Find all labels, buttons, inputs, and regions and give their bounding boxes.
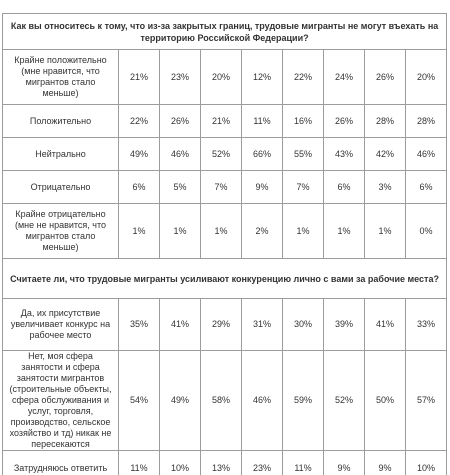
question-1: Как вы относитесь к тому, что из-за закрытых границ, трудовые мигранты не могут въехать на территорию Российской Федерации? [3, 14, 447, 50]
value-cell: 57% [406, 351, 447, 451]
value-cell: 6% [324, 171, 365, 204]
value-cell: 9% [242, 171, 283, 204]
value-cell: 21% [201, 105, 242, 138]
value-cell: 46% [160, 138, 201, 171]
survey-table [2, 13, 447, 475]
value-cell: 1% [365, 204, 406, 259]
value-cell: 2% [242, 204, 283, 259]
row-label: Крайне положительно (мне нравится, что мигрантов стало меньше) [3, 50, 119, 105]
table-row [3, 138, 447, 171]
row-label: Затрудняюсь ответить [3, 451, 119, 475]
value-cell: 11% [283, 451, 324, 475]
value-cell: 26% [160, 105, 201, 138]
value-cell: 1% [324, 204, 365, 259]
value-cell: 22% [283, 50, 324, 105]
table-row [3, 204, 447, 259]
value-cell: 29% [201, 299, 242, 351]
value-cell: 59% [283, 351, 324, 451]
table-row [3, 50, 447, 105]
value-cell: 50% [365, 351, 406, 451]
value-cell: 41% [365, 299, 406, 351]
row-label: Положительно [3, 105, 119, 138]
value-cell: 66% [242, 138, 283, 171]
table-row [3, 299, 447, 351]
value-cell: 22% [119, 105, 160, 138]
value-cell: 11% [119, 451, 160, 475]
row-label: Нейтрально [3, 138, 119, 171]
value-cell: 54% [119, 351, 160, 451]
value-cell: 49% [119, 138, 160, 171]
value-cell: 20% [406, 50, 447, 105]
value-cell: 7% [283, 171, 324, 204]
table-row [3, 351, 447, 451]
value-cell: 16% [283, 105, 324, 138]
value-cell: 28% [365, 105, 406, 138]
value-cell: 5% [160, 171, 201, 204]
value-cell: 10% [406, 451, 447, 475]
value-cell: 52% [324, 351, 365, 451]
row-label: Отрицательно [3, 171, 119, 204]
value-cell: 23% [242, 451, 283, 475]
table-row [3, 171, 447, 204]
value-cell: 23% [160, 50, 201, 105]
table-row [3, 451, 447, 475]
value-cell: 55% [283, 138, 324, 171]
value-cell: 43% [324, 138, 365, 171]
value-cell: 1% [201, 204, 242, 259]
value-cell: 10% [160, 451, 201, 475]
value-cell: 13% [201, 451, 242, 475]
value-cell: 20% [201, 50, 242, 105]
value-cell: 31% [242, 299, 283, 351]
value-cell: 52% [201, 138, 242, 171]
value-cell: 21% [119, 50, 160, 105]
value-cell: 6% [119, 171, 160, 204]
value-cell: 39% [324, 299, 365, 351]
question-row [3, 14, 447, 50]
value-cell: 3% [365, 171, 406, 204]
question-2: Считаете ли, что трудовые мигранты усиливают конкуренцию лично с вами за рабочие места? [3, 259, 447, 299]
table-row [3, 105, 447, 138]
value-cell: 11% [242, 105, 283, 138]
value-cell: 41% [160, 299, 201, 351]
value-cell: 9% [365, 451, 406, 475]
row-label: Крайне отрицательно (мне не нравится, что мигрантов стало меньше) [3, 204, 119, 259]
value-cell: 26% [365, 50, 406, 105]
row-label: Да, их присутствие увеличивает конкурс на рабочее место [3, 299, 119, 351]
value-cell: 46% [406, 138, 447, 171]
value-cell: 12% [242, 50, 283, 105]
value-cell: 49% [160, 351, 201, 451]
value-cell: 1% [283, 204, 324, 259]
value-cell: 28% [406, 105, 447, 138]
value-cell: 6% [406, 171, 447, 204]
value-cell: 42% [365, 138, 406, 171]
value-cell: 30% [283, 299, 324, 351]
question-row [3, 259, 447, 299]
value-cell: 1% [119, 204, 160, 259]
value-cell: 24% [324, 50, 365, 105]
value-cell: 0% [406, 204, 447, 259]
value-cell: 33% [406, 299, 447, 351]
value-cell: 7% [201, 171, 242, 204]
value-cell: 9% [324, 451, 365, 475]
value-cell: 26% [324, 105, 365, 138]
value-cell: 35% [119, 299, 160, 351]
value-cell: 58% [201, 351, 242, 451]
value-cell: 1% [160, 204, 201, 259]
value-cell: 46% [242, 351, 283, 451]
row-label: Нет, моя сфера занятости и сфера занятости мигрантов (строительные объекты, сфера обслуживания и услуг, торговля, производство, сельское хозяйство и тд) никак не пересекаются [3, 351, 119, 451]
